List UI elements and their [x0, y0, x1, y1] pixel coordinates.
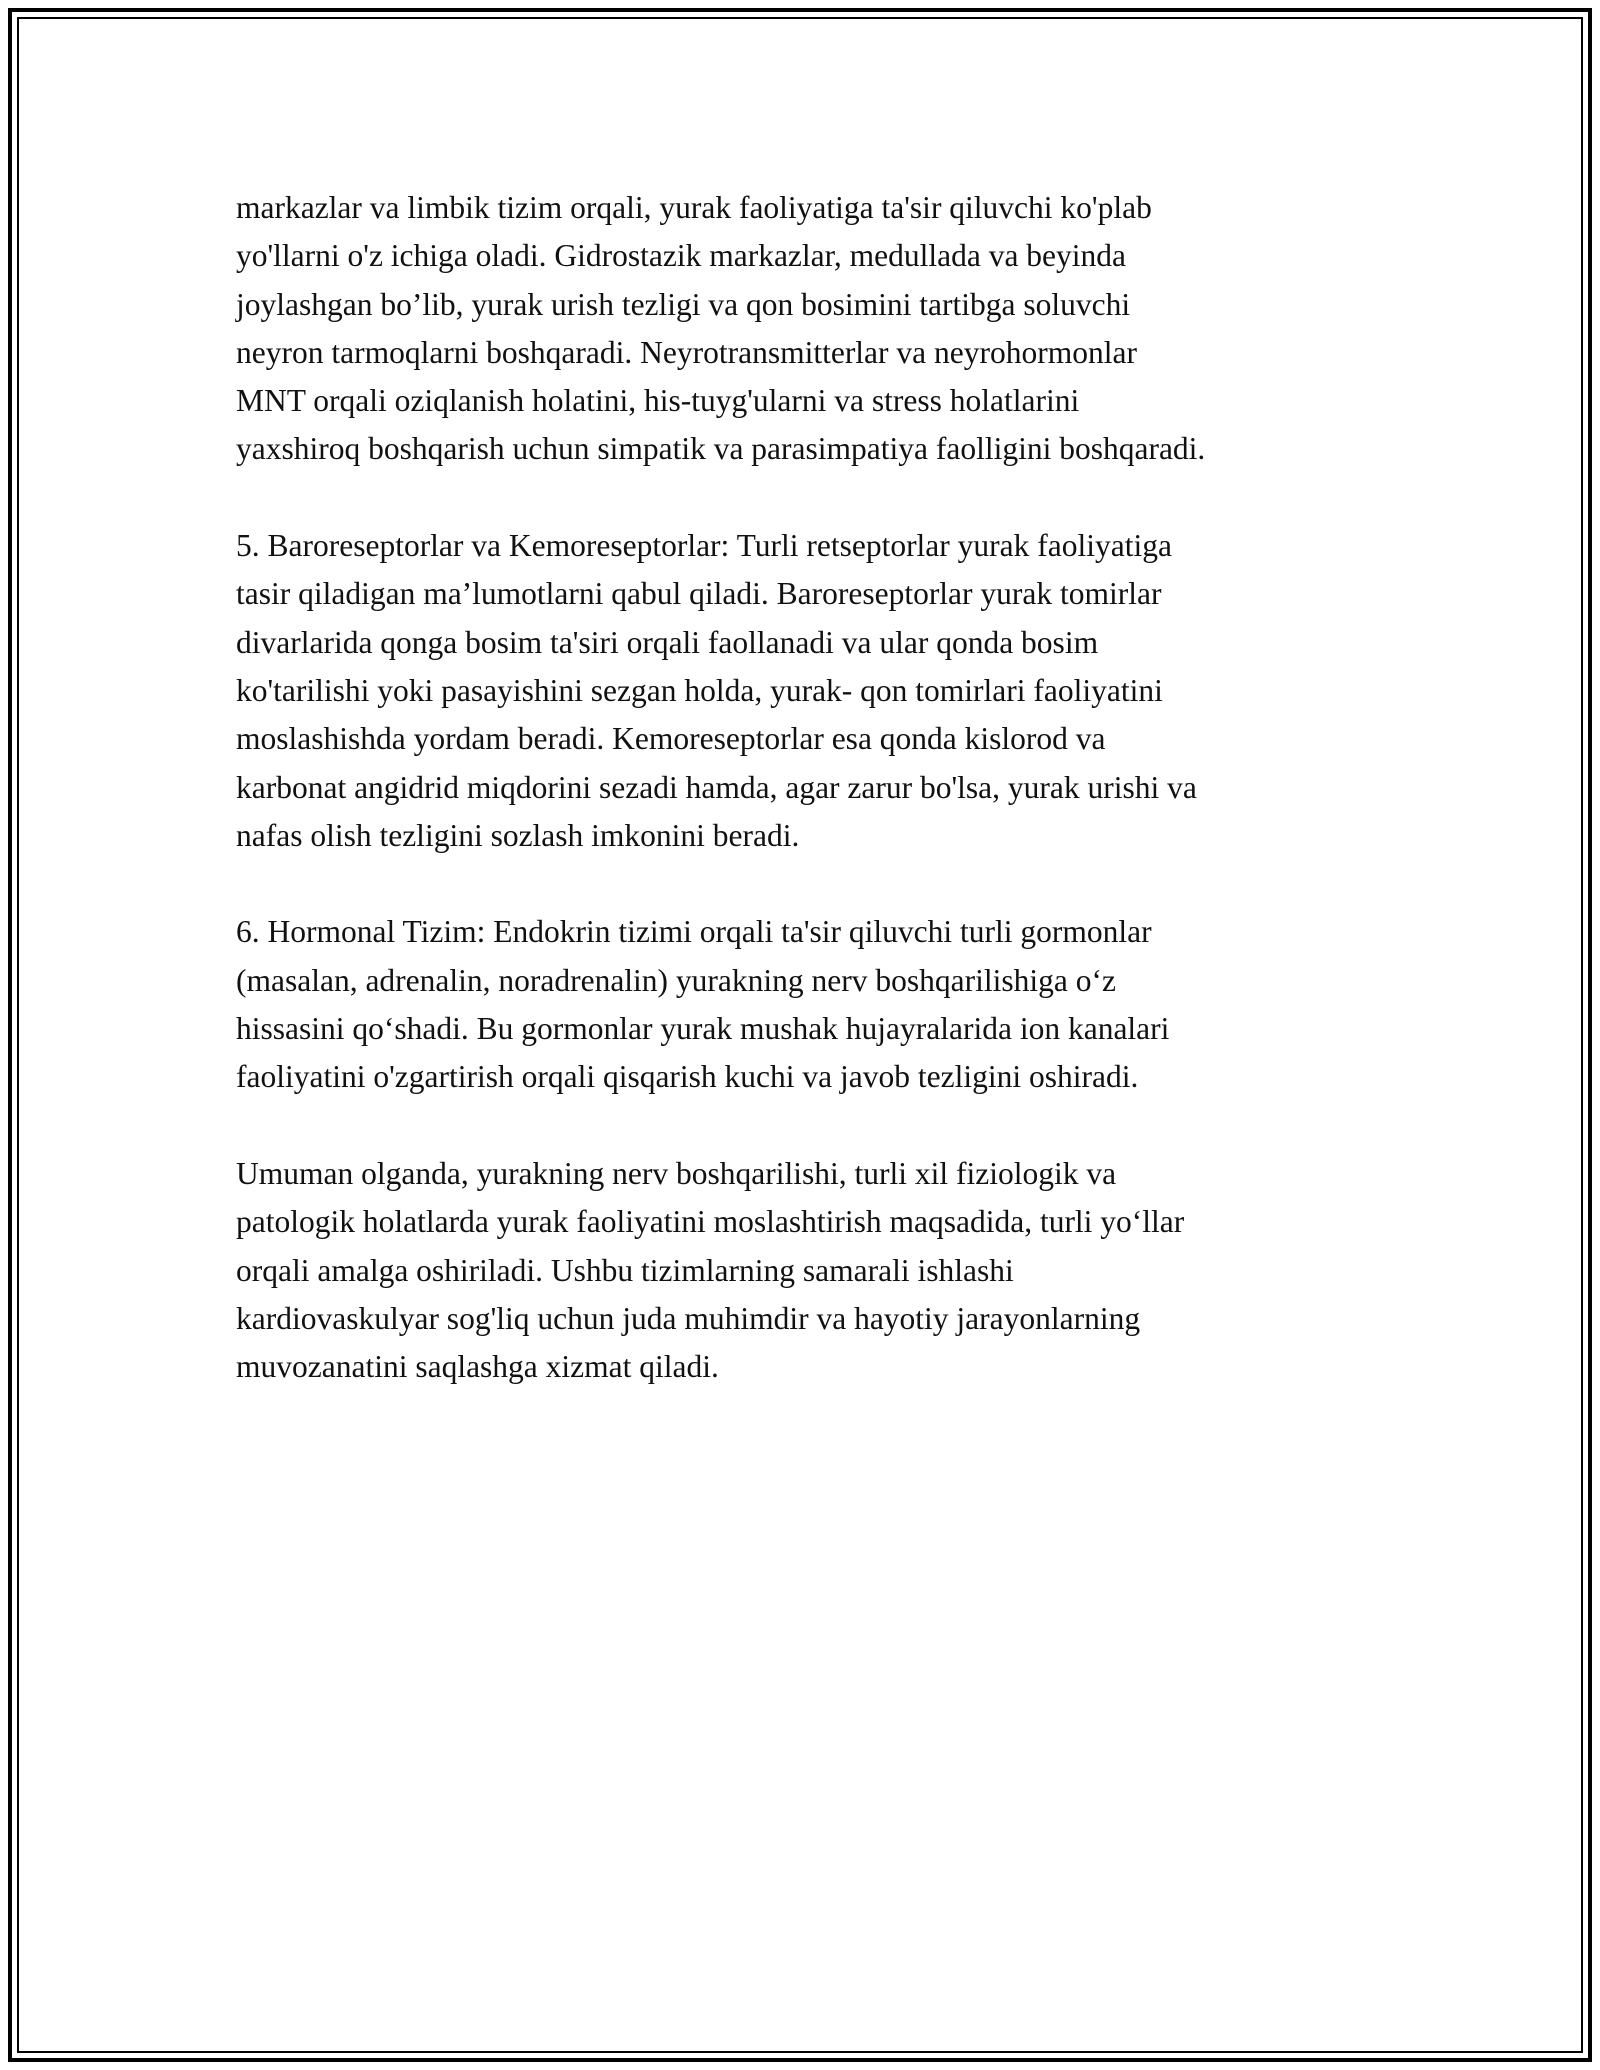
text-line: orqali amalga oshiriladi. Ushbu tizimlarning samarali ishlashi: [236, 1252, 1014, 1288]
document-body: [236, 184, 1386, 1440]
text-line: divarlarida qonga bosim ta'siri orqali faollanadi va ular qonda bosim: [236, 624, 1099, 660]
text-line: patologik holatlarda yurak faoliyatini moslashtirish maqsadida, turli yo‘llar: [236, 1204, 1185, 1240]
text-line: nafas olish tezligini sozlash imkonini beradi.: [236, 817, 800, 853]
text-line: faoliyatini o'zgartirish orqali qisqarish kuchi va javob tezligini oshiradi.: [236, 1059, 1139, 1095]
paragraph-central-regulation: [236, 184, 1386, 474]
text-line: karbonat angidrid miqdorini sezadi hamda, agar zarur bo'lsa, yurak urishi va: [236, 769, 1197, 805]
text-line: yaxshiroq boshqarish uchun simpatik va parasimpatiya faolligini boshqaradi.: [236, 431, 1206, 467]
text-line: yo'llarni o'z ichiga oladi. Gidrostazik markazlar, medullada va beyinda: [236, 238, 1127, 274]
text-line: neyron tarmoqlarni boshqaradi. Neyrotransmitterlar va neyrohormonlar: [236, 334, 1137, 370]
text-line: hissasini qo‘shadi. Bu gormonlar yurak mushak hujayralarida ion kanalari: [236, 1011, 1170, 1047]
text-line: moslashishda yordam beradi. Kemoreseptorlar esa qonda kislorod va: [236, 721, 1106, 757]
text-line: ko'tarilishi yoki pasayishini sezgan holda, yurak- qon tomirlari faoliyatini: [236, 672, 1163, 708]
text-line: MNT orqali oziqlanish holatini, his-tuyg'ularni va stress holatlarini: [236, 383, 1080, 419]
paragraph-hormonal-system: [236, 908, 1386, 1101]
text-line: markazlar va limbik tizim orqali, yurak faoliyatiga ta'sir qiluvchi ko'plab: [236, 190, 1152, 225]
text-line: 5. Baroreseptorlar va Kemoreseptorlar: Turli retseptorlar yurak faoliyatiga: [236, 528, 1172, 564]
paragraph-conclusion: [236, 1150, 1386, 1391]
text-line: Umuman olganda, yurakning nerv boshqarilishi, turli xil fiziologik va: [236, 1155, 1117, 1191]
paragraph-baroreceptors: [236, 522, 1386, 860]
text-line: 6. Hormonal Tizim: Endokrin tizimi orqali ta'sir qiluvchi turli gormonlar: [236, 914, 1152, 950]
text-line: (masalan, adrenalin, noradrenalin) yurakning nerv boshqarilishiga o‘z: [236, 962, 1116, 998]
text-line: kardiovaskulyar sog'liq uchun juda muhimdir va hayotiy jarayonlarning: [236, 1300, 1141, 1336]
text-line: joylashgan bo’lib, yurak urish tezligi va qon bosimini tartibga soluvchi: [236, 286, 1131, 322]
text-line: tasir qiladigan ma’lumotlarni qabul qiladi. Baroreseptorlar yurak tomirlar: [236, 576, 1162, 612]
text-line: muvozanatini saqlashga xizmat qiladi.: [236, 1349, 719, 1385]
